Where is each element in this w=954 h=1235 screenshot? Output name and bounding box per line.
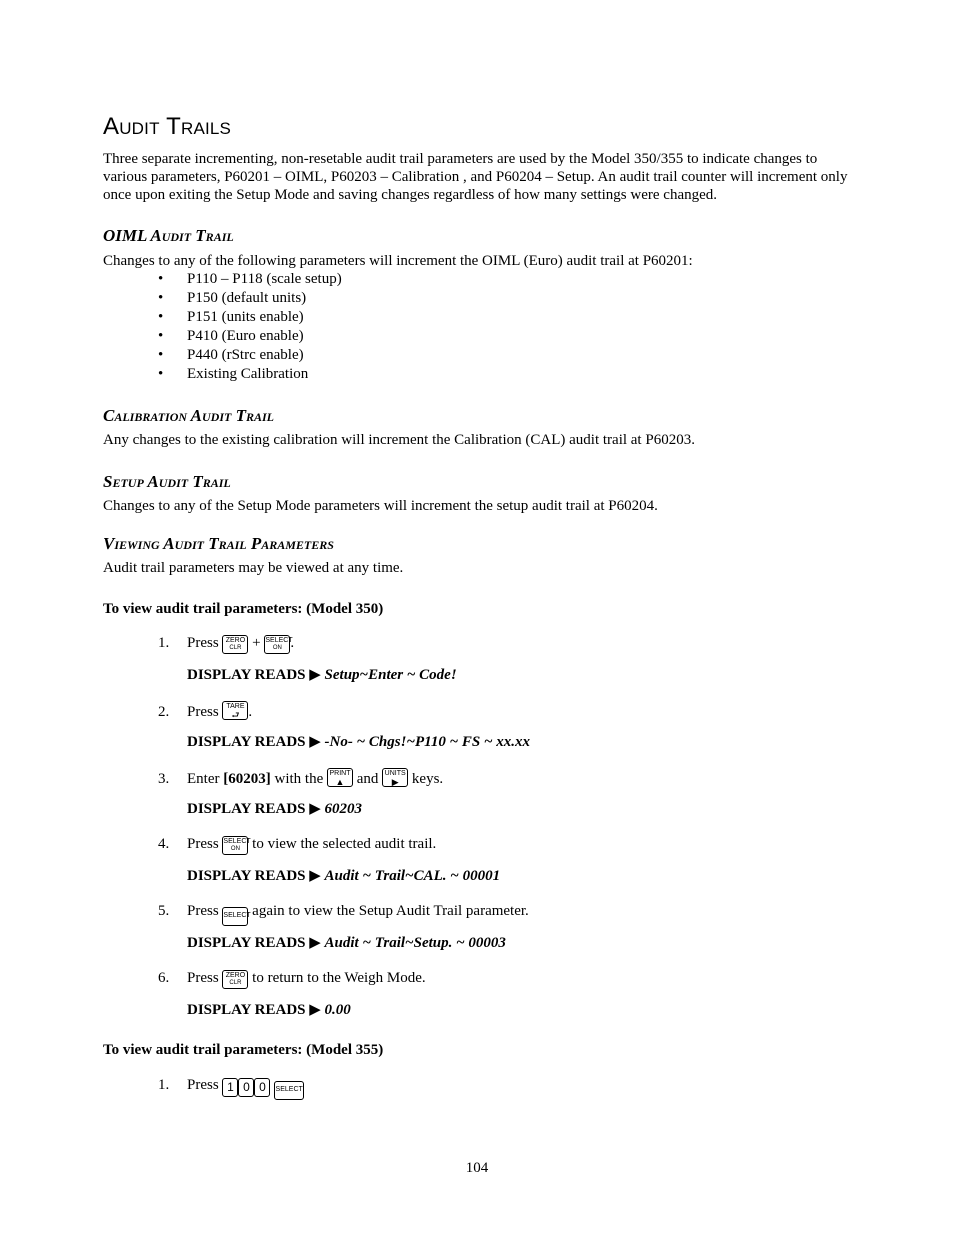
list-item: • Existing Calibration xyxy=(158,366,309,382)
list-item: • P151 (units enable) xyxy=(158,309,304,325)
list-item: • P150 (default units) xyxy=(158,290,307,306)
digit-key-icon: 0 xyxy=(254,1078,270,1097)
list-item: • P410 (Euro enable) xyxy=(158,328,304,344)
oiml-text: Changes to any of the following parameters will increment the OIML (Euro) audit trail at P60201: xyxy=(103,253,693,269)
display-reads-3: DISPLAY READS ▶ 60203 xyxy=(187,801,363,817)
model-355-heading: To view audit trail parameters: (Model 355) xyxy=(103,1042,384,1058)
units-right-key-icon: UNITS ▶ xyxy=(382,768,408,787)
display-reads-6: DISPLAY READS ▶ 0.00 xyxy=(187,1002,351,1018)
page-title: Audit Trails xyxy=(103,113,232,140)
setup-heading: Setup Audit Trail xyxy=(103,472,231,491)
zero-clr-key-icon: ZERO CLR xyxy=(222,970,248,989)
select-on-key-icon: SELECT ON xyxy=(264,635,290,654)
intro-paragraph: Three separate incrementing, non-resetable audit trail parameters are used by the Model 350/355 to indicate changes to various parameters, P60201 – OIML, P60203 – Calibration , and P60204 – Setup. An audit trail counter will increment only once upon exiting the Setup Mode and saving changes regardless of how many settings were changed. xyxy=(103,151,848,203)
select-key-icon: SELECT xyxy=(222,907,248,926)
oiml-heading: OIML Audit Trail xyxy=(103,226,234,245)
display-reads-2: DISPLAY READS ▶ -No- ~ Chgs!~P110 ~ FS ~ xx.xx xyxy=(187,734,531,750)
list-item: • P440 (rStrc enable) xyxy=(158,347,304,363)
step-2: 2. Press TARE ⮐ . xyxy=(158,703,253,720)
list-item: • P110 – P118 (scale setup) xyxy=(158,271,342,287)
step-4: 4. Press SELECT ON to view the selected audit trail. xyxy=(158,835,436,855)
tare-key-icon: TARE ⮐ xyxy=(222,701,248,720)
step-1: 1. Press ZERO CLR + SELECT ON . xyxy=(158,634,294,654)
viewing-heading: Viewing Audit Trail Parameters xyxy=(103,534,334,553)
digit-key-icon: 1 xyxy=(222,1078,238,1097)
step-5: 5. Press SELECT again to view the Setup Audit Trail parameter. xyxy=(158,902,529,926)
viewing-text: Audit trail parameters may be viewed at any time. xyxy=(103,560,404,576)
calibration-text: Any changes to the existing calibration will increment the Calibration (CAL) audit trail at P60203. xyxy=(103,432,695,448)
select-key-icon: SELECT xyxy=(274,1081,304,1100)
print-up-key-icon: PRINT ▲ xyxy=(327,768,353,787)
display-reads-1: DISPLAY READS ▶ Setup~Enter ~ Code! xyxy=(187,667,457,683)
model-350-heading: To view audit trail parameters: (Model 350) xyxy=(103,601,384,617)
setup-text: Changes to any of the Setup Mode parameters will increment the setup audit trail at P60204. xyxy=(103,498,658,514)
digit-key-icon: 0 xyxy=(238,1078,254,1097)
display-reads-4: DISPLAY READS ▶ Audit ~ Trail~CAL. ~ 00001 xyxy=(187,868,501,884)
zero-clr-key-icon: ZERO CLR xyxy=(222,635,248,654)
step-3: 3. Enter [60203] with the PRINT ▲ and UNITS ▶ keys. xyxy=(158,770,444,787)
model-355-step-1: 1. Press 1 0 0 SELECT xyxy=(158,1076,304,1100)
display-reads-5: DISPLAY READS ▶ Audit ~ Trail~Setup. ~ 00003 xyxy=(187,935,506,951)
calibration-heading: Calibration Audit Trail xyxy=(103,406,274,425)
page-number: 104 xyxy=(465,1160,489,1176)
step-6: 6. Press ZERO CLR to return to the Weigh Mode. xyxy=(158,969,426,989)
select-on-key-icon: SELECT ON xyxy=(222,836,248,855)
oiml-bullet-list xyxy=(158,270,342,384)
